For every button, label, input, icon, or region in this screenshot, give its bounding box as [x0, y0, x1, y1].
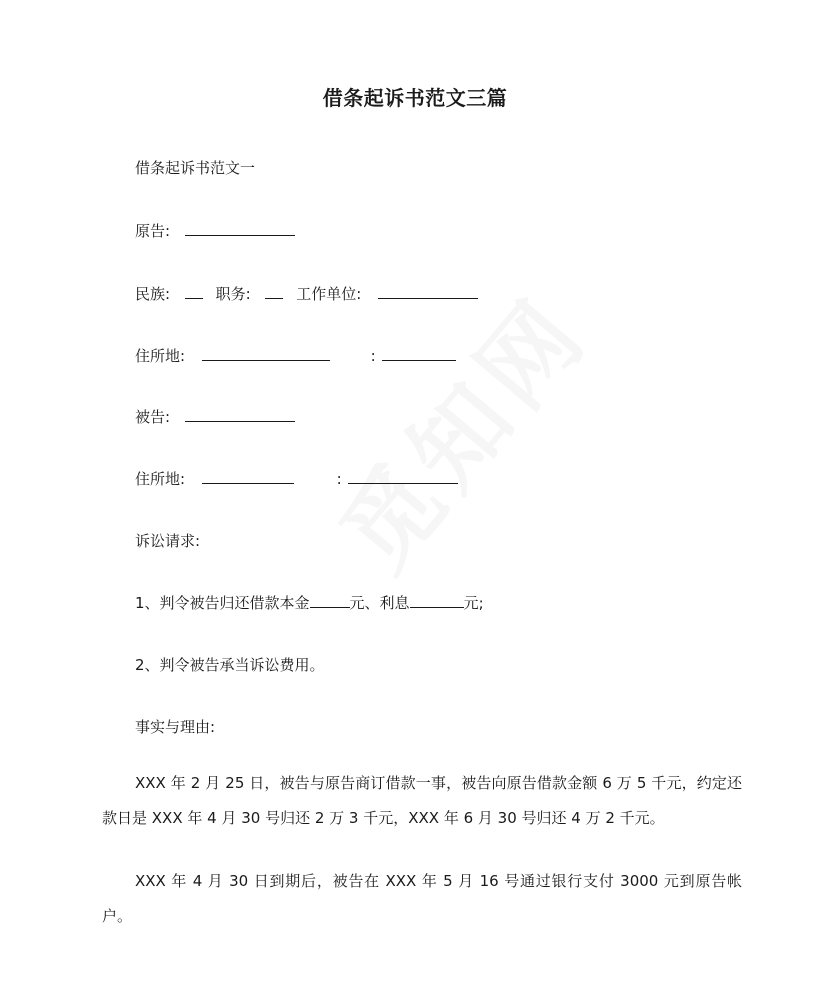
plaintiff-blank: [185, 220, 295, 236]
defendant-address-blank: [202, 468, 294, 484]
facts-paragraph-2: XXX 年 4 月 30 日到期后，被告在 XXX 年 5 月 16 号通过银行支付 3000 元到原告帐户。: [102, 872, 742, 925]
claim-1-prefix: 1、判令被告归还借款本金: [135, 594, 310, 612]
address-extra-blank: [382, 345, 456, 361]
claim-1-mid: 元、利息: [349, 594, 410, 612]
claim-1-suffix: 元;: [463, 594, 484, 612]
document-subtitle: 借条起诉书范文一: [135, 159, 256, 177]
watermark: [304, 263, 613, 595]
address-label: 住所地:: [135, 347, 186, 365]
principal-blank: [310, 592, 350, 608]
facts-heading: 事实与理由:: [135, 718, 216, 736]
employer-blank: [378, 283, 478, 299]
ethnicity-line: [135, 283, 478, 305]
claims-heading: 诉讼请求:: [135, 532, 201, 550]
claim-1: [135, 592, 484, 614]
employer-label: 工作单位:: [296, 285, 362, 303]
defendant-address-line: [135, 468, 458, 490]
plaintiff-label: 原告:: [135, 222, 171, 240]
defendant-line: [135, 406, 295, 428]
defendant-address-colon: :: [336, 470, 342, 488]
ethnicity-label: 民族:: [135, 285, 171, 303]
plaintiff-line: [135, 220, 295, 242]
facts-paragraph-1: XXX 年 2 月 25 日，被告与原告商订借款一事，被告向原告借款金额 6 万 5 千元，约定还款日是 XXX 年 4 月 30 号归还 2 万 3 千元，XXX 年 6 月 30 号归还 4 万 2 千元。: [102, 774, 742, 827]
defendant-label: 被告:: [135, 408, 171, 426]
interest-blank: [410, 592, 464, 608]
defendant-address-extra-blank: [348, 468, 458, 484]
address-blank: [202, 345, 330, 361]
defendant-address-label: 住所地:: [135, 470, 186, 488]
address-colon: :: [370, 347, 376, 365]
document-title: 借条起诉书范文三篇: [322, 86, 508, 110]
position-blank: [265, 283, 283, 299]
plaintiff-address-line: [135, 345, 456, 367]
ethnicity-blank: [185, 283, 203, 299]
claim-2: 2、判令被告承当诉讼费用。: [135, 656, 325, 674]
defendant-blank: [185, 406, 295, 422]
position-label: 职务:: [215, 285, 251, 303]
